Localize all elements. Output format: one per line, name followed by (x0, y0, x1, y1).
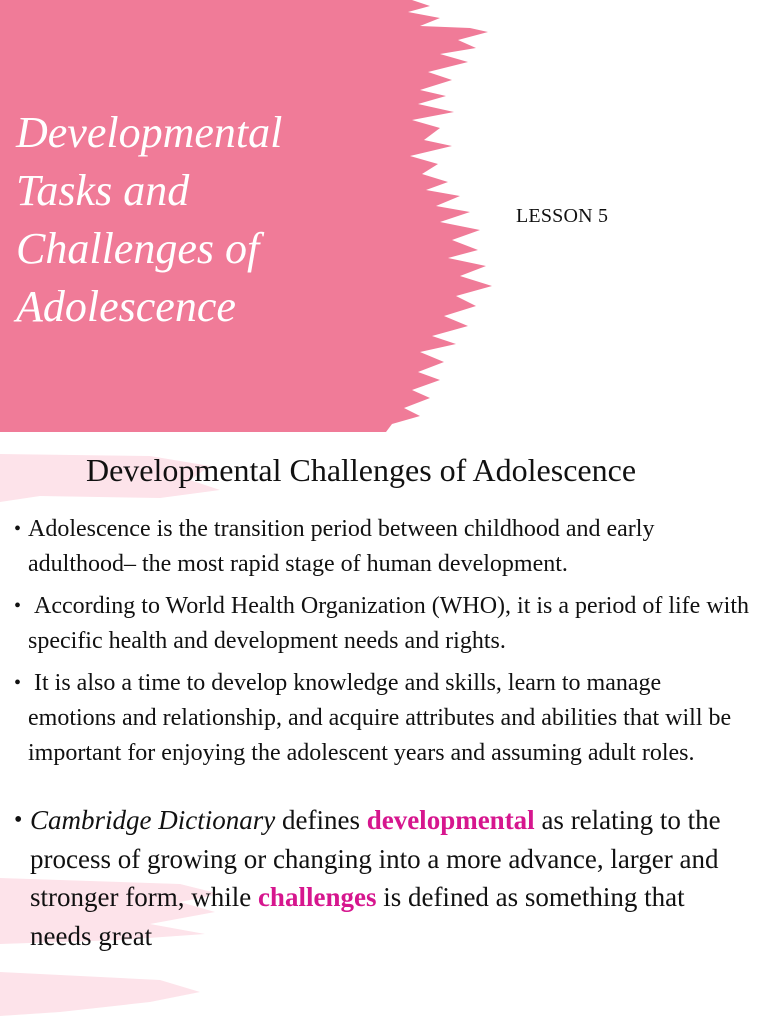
list-item (12, 666, 752, 771)
title-line: Developmental (16, 108, 283, 157)
definition-text: is defined as something that needs great (30, 882, 692, 951)
title-line: Challenges of (16, 224, 260, 273)
title-line: Tasks and (16, 166, 190, 215)
bullet-list (12, 512, 755, 962)
bullet-text: According to World Health Organization (WHO), it is a period of life with specific health and development needs and rights. (28, 593, 755, 654)
source-name: Cambridge Dictionary (30, 805, 276, 835)
slide-title (16, 104, 346, 336)
lesson-label: LESSON 5 (516, 205, 609, 227)
bullet-text: It is also a time to develop knowledge and skills, learn to manage emotions and relationship, and acquire attributes and abilities that will be important for enjoying the adolescent years and assuming adult roles. (28, 670, 738, 766)
definition-item (12, 801, 752, 955)
bullet-text: Adolescence is the transition period between childhood and early adulthood– the most rapid stage of human development. (28, 516, 655, 577)
slide-heading: Developmental Challenges of Adolescence (85, 452, 637, 488)
title-slide (0, 0, 768, 432)
title-line: Adolescence (16, 282, 236, 331)
bullet-icon: • (14, 595, 22, 617)
highlighted-term-challenges: challenges (257, 882, 377, 912)
list-item (12, 589, 755, 659)
definition-text: defines (275, 805, 367, 835)
bullet-icon: • (14, 807, 23, 833)
bullet-icon: • (14, 518, 22, 540)
list-item (12, 512, 752, 582)
content-slide (0, 432, 768, 1024)
bullet-icon: • (14, 672, 22, 694)
highlighted-term-developmental: developmental (366, 805, 535, 835)
definition-text: as relating to the process of growing or changing into a more advance, larger and stronger form, while (30, 805, 728, 912)
